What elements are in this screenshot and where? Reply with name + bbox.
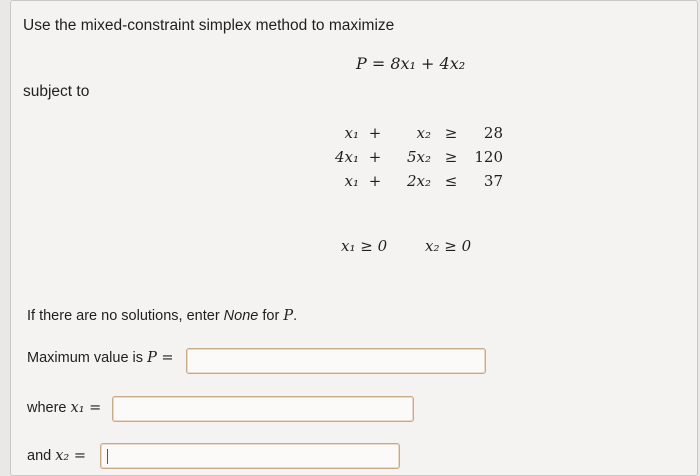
constraint-operator: +: [368, 148, 382, 166]
objective-function: P = 8x₁ + 4x₂: [356, 54, 466, 73]
note-suffix: for: [258, 308, 284, 324]
constraint-rhs: 120: [474, 148, 503, 166]
nonnegativity-x1: x₁ ≥ 0: [341, 237, 388, 255]
x2-var: x₂ =: [55, 448, 86, 464]
constraint-row: [323, 121, 503, 145]
max-value-input[interactable]: [186, 348, 486, 374]
max-var: P =: [147, 350, 174, 366]
subject-to-label: subject to: [23, 83, 90, 100]
constraint-term-2: 2x₂: [406, 172, 431, 190]
note-prefix: If there are no solutions, enter: [27, 308, 224, 324]
constraint-row: [323, 145, 503, 169]
nonnegativity-x2: x₂ ≥ 0: [425, 237, 472, 255]
note-end: .: [293, 308, 298, 324]
max-label-text: Maximum value is: [27, 350, 144, 366]
constraint-operator: +: [368, 124, 382, 142]
max-value-label: [27, 350, 174, 366]
constraint-operator: +: [368, 172, 382, 190]
x2-label-text: and: [27, 448, 52, 464]
no-solution-note: [27, 308, 297, 324]
x1-label-text: where: [27, 400, 67, 416]
constraint-term-1: 4x₁: [334, 148, 359, 166]
constraint-rhs: 37: [483, 172, 503, 190]
x1-label: [27, 400, 101, 416]
constraint-row: [323, 169, 503, 193]
x1-input[interactable]: [112, 396, 414, 422]
constraint-relation: ≥: [444, 124, 458, 142]
constraint-term-2: x₂: [416, 124, 431, 142]
question-panel: [10, 0, 698, 476]
constraint-term-1: x₁: [344, 124, 359, 142]
text-cursor: [107, 449, 108, 464]
constraint-relation: ≤: [444, 172, 458, 190]
constraint-term-1: x₁: [344, 172, 359, 190]
constraint-rhs: 28: [483, 124, 503, 142]
constraints-table: [323, 121, 503, 193]
constraint-term-2: 5x₂: [406, 148, 431, 166]
note-none-emph: None: [223, 308, 259, 324]
x1-var: x₁ =: [70, 400, 102, 416]
x2-label: [27, 448, 86, 464]
note-var: P: [283, 308, 294, 324]
x2-input[interactable]: [100, 443, 400, 469]
constraint-relation: ≥: [444, 148, 458, 166]
instruction-text: Use the mixed-constraint simplex method to maximize: [23, 17, 395, 34]
